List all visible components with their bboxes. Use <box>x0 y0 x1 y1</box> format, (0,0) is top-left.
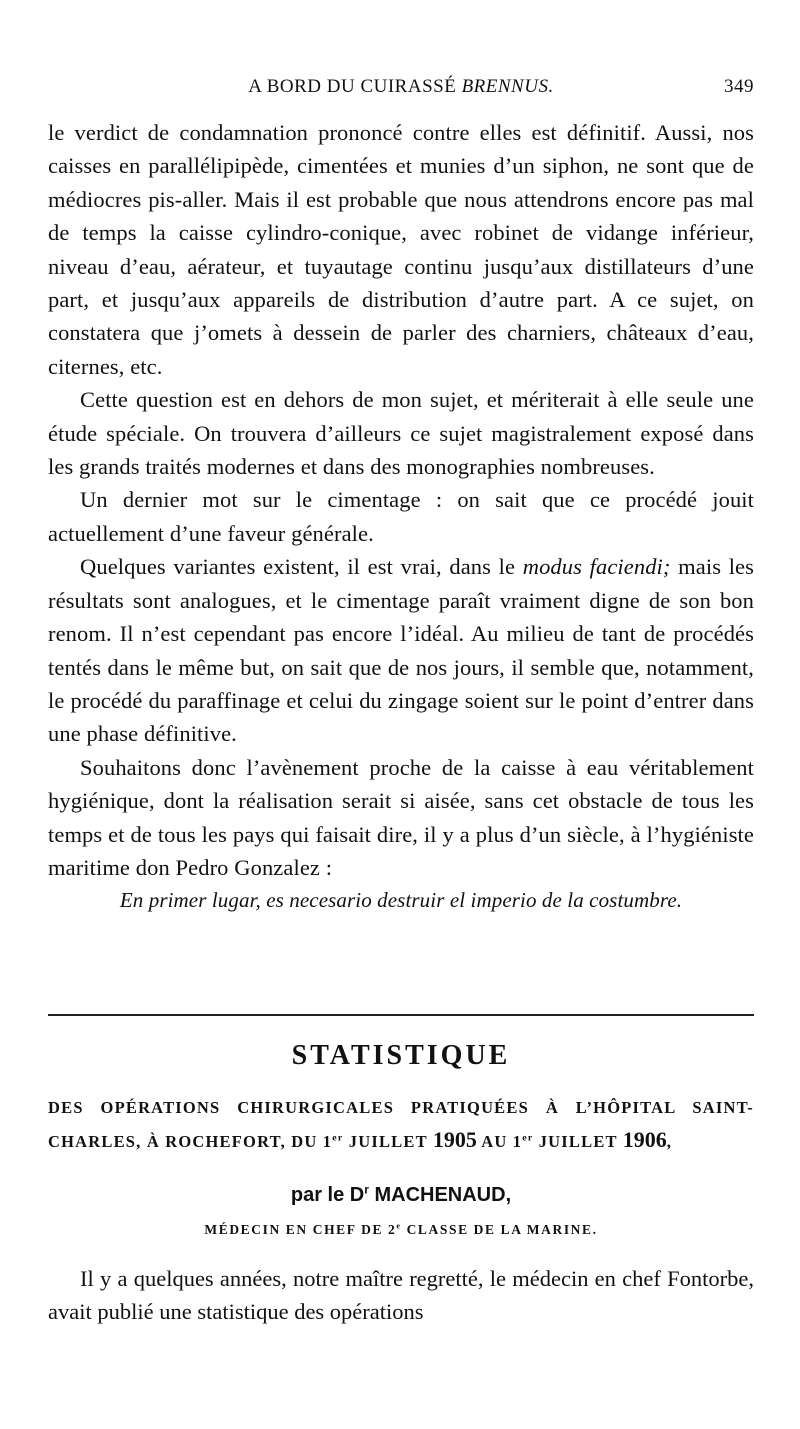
closing-text <box>48 1262 754 1329</box>
paragraph-4-end: mais les résultats sont analogues, et le cimentage paraît vraiment digne de son bon renom. Il n’est cependant pas encore l’idéal. Au milieu de tant de procédés tentés dans le même but, on sait que de nos jours, il semble que, notamment, le procédé du paraffinage et celui du zingage soient sur le point d’entrer dans une phase définitive. <box>48 554 754 747</box>
author-name: MACHENAUD, <box>368 1184 512 1206</box>
running-title <box>48 76 754 98</box>
year-start: 1905 <box>432 1127 477 1152</box>
closing-paragraph: Il y a quelques années, notre maître regretté, le médecin en chef Fontorbe, avait publié une statistique des opérations <box>48 1266 754 1325</box>
author-line <box>48 1184 754 1207</box>
author-role-sup: e <box>396 1221 402 1231</box>
author-role <box>48 1222 754 1238</box>
paragraph-2: Cette question est en dehors de mon sujet, et mériterait à elle seule une étude spéciale. On trouvera d’ailleurs ce sujet magistralement exposé dans les grands traités modernes et dans des monographies nombreuses. <box>48 387 754 480</box>
page <box>48 0 754 1429</box>
latin-phrase: modus faciendi; <box>522 554 671 580</box>
ship-name: BRENNUS. <box>461 76 554 97</box>
author-role-part-a: MÉDECIN EN CHEF DE 2 <box>204 1222 397 1237</box>
section-subtitle <box>48 1092 754 1158</box>
subtitle-part-a: DES OPÉRATIONS CHIRURGICALES PRATIQUÉES À L’HÔPITAL SAINT-CHARLES, À ROCHEFORT, DU 1 <box>48 1098 754 1151</box>
paragraph-4-start: Quelques variantes existent, il est vrai, dans le <box>80 554 523 580</box>
year-end: 1906 <box>622 1127 667 1152</box>
spanish-quotation: En primer lugar, es necesario destruir el imperio de la costumbre. <box>119 888 683 913</box>
page-number: 349 <box>724 76 754 97</box>
body-text <box>48 116 754 918</box>
ordinal-sup-1: er <box>332 1132 344 1144</box>
section-title: STATISTIQUE <box>291 1040 511 1071</box>
paragraph-3: Un dernier mot sur le cimentage : on sait que ce procédé jouit actuellement d’une faveur générale. <box>48 487 754 546</box>
running-head <box>48 76 754 106</box>
subtitle-part-c: AU 1 <box>476 1132 523 1151</box>
subtitle-part-e: , <box>666 1132 673 1151</box>
running-title-prefix: A BORD DU CUIRASSÉ <box>248 76 457 97</box>
paragraph-1: le verdict de condamnation prononcé contre elles est définitif. Aussi, nos caisses en parallélipipède, cimentées et munies d’un siphon, ne sont que de médiocres pis-aller. Mais il est probable que nous attendrons encore pas mal de temps la caisse cylindro-conique, avec robinet de vidange inférieur, niveau d’eau, aérateur, et tuyautage continu jusqu’aux distillateurs d’une part, et jusqu’aux appareils de distribution d’autre part. A ce sujet, on constatera que j’omets à dessein de parler des charniers, châteaux d’eau, citernes, etc. <box>48 120 754 379</box>
author-role-part-b: CLASSE DE LA MARINE. <box>401 1222 598 1237</box>
subtitle-part-b: JUILLET <box>343 1132 433 1151</box>
author-prefix: par le D <box>290 1184 365 1206</box>
paragraph-4 <box>48 550 754 750</box>
ordinal-sup-2: er <box>522 1132 534 1144</box>
paragraph-5: Souhaitons donc l’avènement proche de la caisse à eau véritablement hygiénique, dont la réalisation serait si aisée, sans cet obstacle de tous les temps et de tous les pays qui faisait dire, il y a plus d’un siècle, à l’hygiéniste maritime don Pedro Gonzalez : <box>48 754 754 880</box>
section-divider <box>48 1014 754 1016</box>
author-title-sup: r <box>364 1182 369 1197</box>
subtitle-part-d: JUILLET <box>533 1132 623 1151</box>
